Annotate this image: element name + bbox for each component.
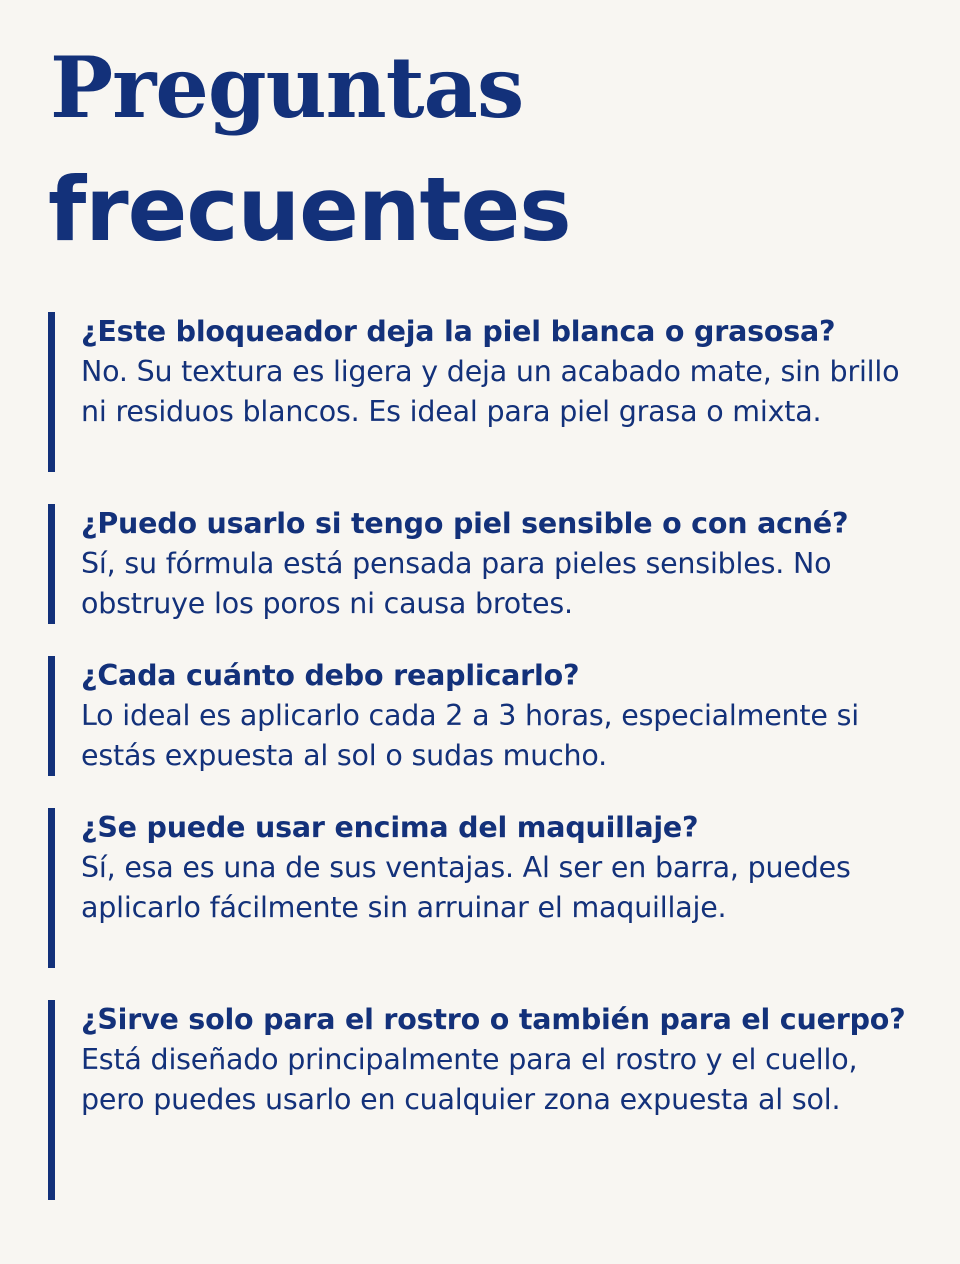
faq-answer-1: No. Su textura es ligera y deja un acabado mate, sin brillo ni residuos blancos. Es ideal para piel grasa o mixta. [81, 355, 900, 428]
faq-answer-3: Lo ideal es aplicarlo cada 2 a 3 horas, especialmente si estás expuesta al sol o sudas mucho. [81, 699, 859, 772]
faq-question-3: ¿Cada cuánto debo reaplicarlo? [81, 659, 580, 692]
faq-item-2 [48, 504, 928, 624]
faq-answer-5: Está diseñado principalmente para el rostro y el cuello, pero puedes usarlo en cualquier zona expuesta al sol. [81, 1043, 858, 1116]
faq-item-1 [48, 312, 928, 472]
faq-question-4: ¿Se puede usar encima del maquillaje? [81, 811, 699, 844]
faq-item-3 [48, 656, 928, 776]
faq-question-1: ¿Este bloqueador deja la piel blanca o grasosa? [81, 315, 836, 348]
faq-answer-4: Sí, esa es una de sus ventajas. Al ser en barra, puedes aplicarlo fácilmente sin arruinar el maquillaje. [81, 851, 851, 924]
faq-question-2: ¿Puedo usarlo si tengo piel sensible o con acné? [81, 507, 849, 540]
page-title-line-2: frecuentes [48, 158, 571, 261]
faq-item-4 [48, 808, 928, 968]
faq-item-5 [48, 1000, 928, 1200]
faq-question-5: ¿Sirve solo para el rostro o también para el cuerpo? [81, 1003, 906, 1036]
faq-answer-2: Sí, su fórmula está pensada para pieles sensibles. No obstruye los poros ni causa brotes. [81, 547, 832, 620]
page-title-line-1: Preguntas [50, 38, 524, 137]
